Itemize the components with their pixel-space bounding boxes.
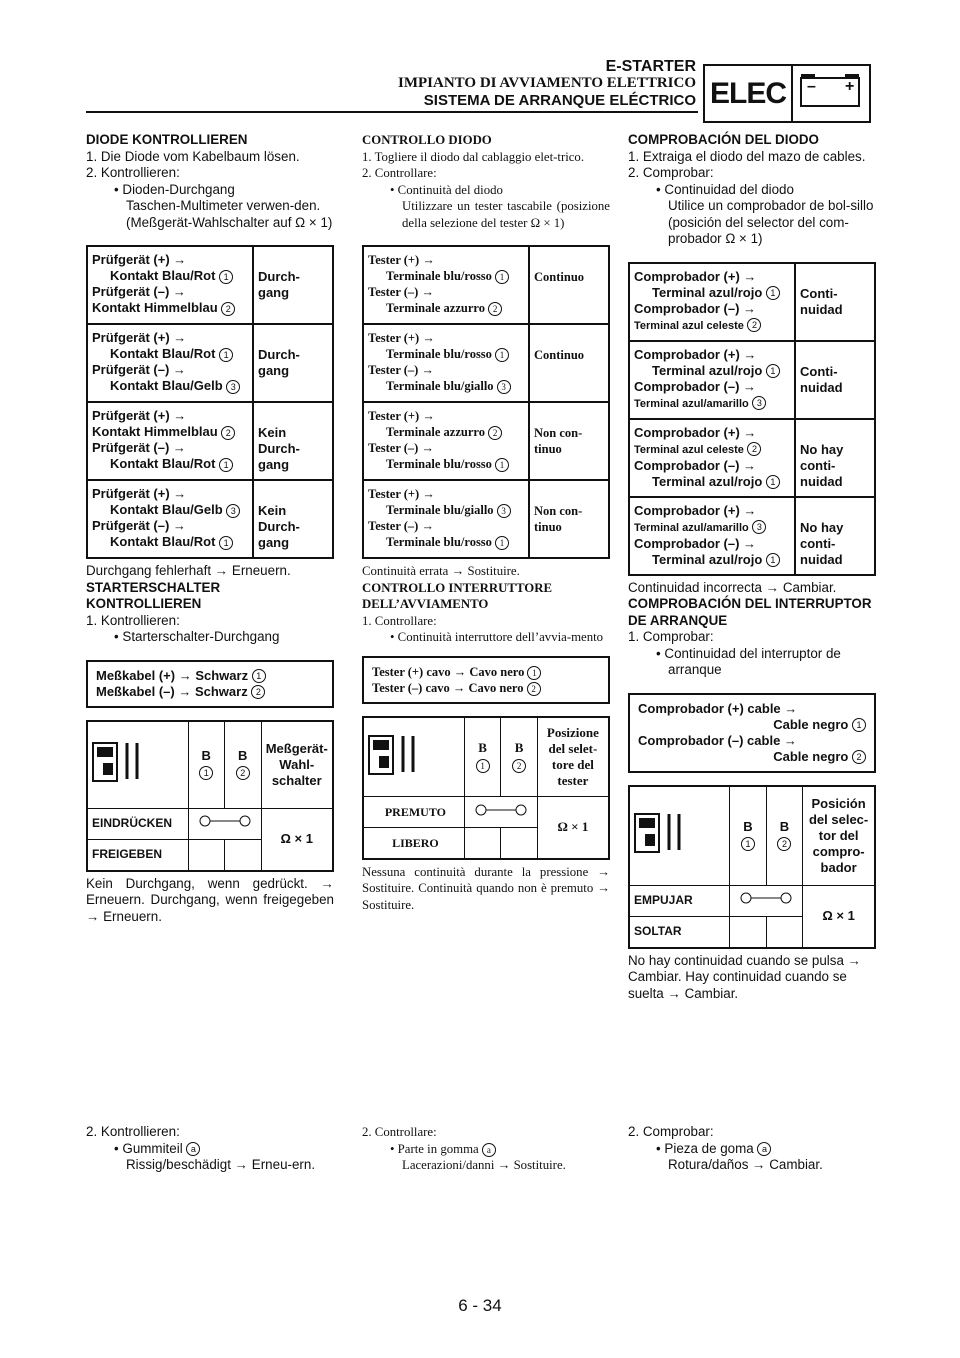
table-row: Prüfgerät (+) → Kontakt Blau/Rot 1 Prüfgerät (–) → Kontakt Blau/Gelb 3 Durch-gang — [87, 324, 333, 402]
diode-table — [86, 245, 334, 559]
header-line2: IMPIANTO DI AVVIAMENTO ELETTRICO — [398, 75, 696, 91]
battery-plus: + — [845, 78, 855, 95]
elec-label: ELEC — [709, 77, 786, 110]
footer-it: 2. Controllare: • Parte in gomma a Lacerazioni/danni → Sostituire. — [362, 1125, 566, 1172]
table-row: Comprobador (+) → Terminal azul/rojo 1 Comprobador (–) → Terminal azul/amarillo 3 Conti-nuidad — [629, 341, 875, 419]
section-title: STARTERSCHALTER KONTROLLIEREN — [86, 579, 221, 611]
table-row: Prüfgerät (+) → Kontakt Blau/Rot 1 Prüfgerät (–) → Kontakt Himmelblau 2 Durch-gang — [87, 246, 333, 324]
step: 2. Controllare: — [362, 166, 437, 180]
header-line3: SISTEMA DE ARRANQUE ELÉCTRICO — [423, 92, 696, 109]
bullet: • Continuidad del diodo — [656, 181, 794, 197]
switch-table: B 1 B 2 Meßgerät-Wahl-schalter EINDRÜCKEN Ω × 1 FREIGEBEN — [86, 720, 334, 872]
section-title: COMPROBACIÓN DEL INTERRUPTOR DE ARRANQUE — [628, 596, 872, 628]
bullet-text: Utilice un comprobador de bol-sillo — [668, 198, 874, 213]
bullet-text: (posición del selector del com-probador Ω × 1) — [668, 214, 849, 246]
battery-icon — [791, 66, 869, 121]
section-title: DIODE KONTROLLIEREN — [86, 132, 248, 147]
step: 1. Togliere il diodo dal cablaggio elet-trico. — [362, 149, 585, 164]
step: 2. Comprobar: — [628, 165, 714, 180]
header-rule — [86, 111, 698, 113]
diode-table — [628, 262, 876, 576]
table-row: Prüfgerät (+) → Kontakt Himmelblau 2 Prüfgerät (–) → Kontakt Blau/Rot 1 Kein Durch-gang — [87, 402, 333, 480]
continuity-symbol — [464, 796, 537, 827]
step: 1. Controllare: — [362, 613, 437, 628]
table-row: Comprobador (+) → Terminal azul/amarillo 3 Comprobador (–) → Terminal azul/rojo 1 No hay conti-nuidad — [629, 497, 875, 575]
battery-minus: – — [807, 78, 816, 95]
switch-table: B 1 B 2 Posición del selec-tor del compro-bador EMPUJAR Ω × 1 SOLTAR — [628, 785, 876, 949]
bullet: • Dioden-Durchgang — [114, 181, 235, 197]
fault-text: Continuidad incorrecta → Cambiar. — [628, 579, 837, 595]
switch-note: Nessuna continuità durante la pressione → Sostituire. Continuità quando non è premuto → Sostituire. — [362, 864, 610, 912]
section-title: COMPROBACIÓN DEL DIODO — [628, 132, 819, 147]
continuity-symbol — [730, 885, 803, 916]
step: 1. Kontrollieren: — [86, 612, 180, 628]
bullet: • Continuidad del interruptor de arranque — [656, 645, 841, 677]
cable-table: Meßkabel (+) → Schwarz 1 Meßkabel (–) → Schwarz 2 — [86, 660, 334, 708]
table-row: Comprobador (+) → Terminal azul/rojo 1 Comprobador (–) → Terminal azul celeste 2 Conti-nuidad — [629, 263, 875, 341]
header-line1: E-STARTER — [605, 58, 696, 75]
continuity-symbol — [188, 808, 261, 839]
switch-table: B 1 B 2 Posizione del selet-tore del tester PREMUTO Ω × 1 LIBERO — [362, 716, 610, 860]
bullet: • Starterschalter-Durchgang — [114, 629, 280, 644]
multimeter-icon — [363, 717, 464, 797]
footer-de: 2. Kontrollieren: • Gummiteil a Rissig/beschädigt → Erneu-ern. — [86, 1124, 316, 1172]
diode-table — [362, 245, 610, 559]
section-title: CONTROLLO INTERRUTTORE DELL’AVVIAMENTO — [362, 580, 552, 611]
bullet-text: (Meßgerät-Wahlschalter auf Ω × 1) — [126, 214, 333, 230]
step: 1. Comprobar: — [628, 629, 714, 644]
column-es — [628, 132, 876, 1002]
table-row: Comprobador (+) → Terminal azul celeste 2 Comprobador (–) → Terminal azul/rojo 1 No hay conti-nuidad — [629, 419, 875, 497]
table-row: Tester (+) → Terminale blu/rosso 1 Tester (–) → Terminale azzurro 2 Continuo — [363, 246, 609, 324]
table-row: Prüfgerät (+) → Kontakt Blau/Gelb 3 Prüfgerät (–) → Kontakt Blau/Rot 1 Kein Durch-gang — [87, 480, 333, 558]
switch-note: No hay continuidad cuando se pulsa → Cambiar. Hay continuidad cuando se suelta → Cambiar. — [628, 952, 862, 1001]
bullet-text: Utilizzare un tester tascabile (posizione della selezione del tester Ω × 1) — [402, 199, 610, 230]
column-it — [362, 132, 610, 913]
multimeter-icon — [629, 786, 730, 886]
bullet-text: Taschen-Multimeter verwen-den. — [126, 198, 321, 213]
step: 1. Extraiga el diodo del mazo de cables. — [628, 148, 866, 164]
step: 2. Kontrollieren: — [86, 165, 180, 180]
footer-es: 2. Comprobar: • Pieza de goma a Rotura/daños → Cambiar. — [628, 1124, 823, 1172]
cable-table: Comprobador (+) cable → Cable negro 1 Comprobador (–) cable → Cable negro 2 — [628, 693, 876, 773]
fault-text: Continuità errata → Sostituire. — [362, 564, 520, 578]
switch-note: Kein Durchgang, wenn gedrückt. → Erneuern. Durchgang, wenn freigegeben → Erneuern. — [86, 875, 334, 924]
fault-text: Durchgang fehlerhaft → Erneuern. — [86, 563, 291, 578]
table-row: Tester (+) → Terminale azzurro 2 Tester (–) → Terminale blu/rosso 1 Non con-tinuo — [363, 402, 609, 480]
page-number: 6 - 34 — [458, 1296, 502, 1315]
bullet: • Continuità interruttore dell’avvia-mento — [390, 630, 604, 644]
multimeter-icon — [87, 721, 188, 809]
column-de — [86, 132, 334, 925]
page-header — [300, 58, 696, 109]
table-row: Tester (+) → Terminale blu/rosso 1 Tester (–) → Terminale blu/giallo 3 Continuo — [363, 324, 609, 402]
elec-badge — [703, 64, 871, 123]
bullet: • Continuità del diodo — [390, 182, 503, 197]
step: 1. Die Diode vom Kabelbaum lösen. — [86, 148, 300, 164]
section-title: CONTROLLO DIODO — [362, 133, 492, 147]
table-row: Tester (+) → Terminale blu/giallo 3 Tester (–) → Terminale blu/rosso 1 Non con-tinuo — [363, 480, 609, 558]
cable-table: Tester (+) cavo → Cavo nero 1 Tester (–) cavo → Cavo nero 2 — [362, 656, 610, 704]
